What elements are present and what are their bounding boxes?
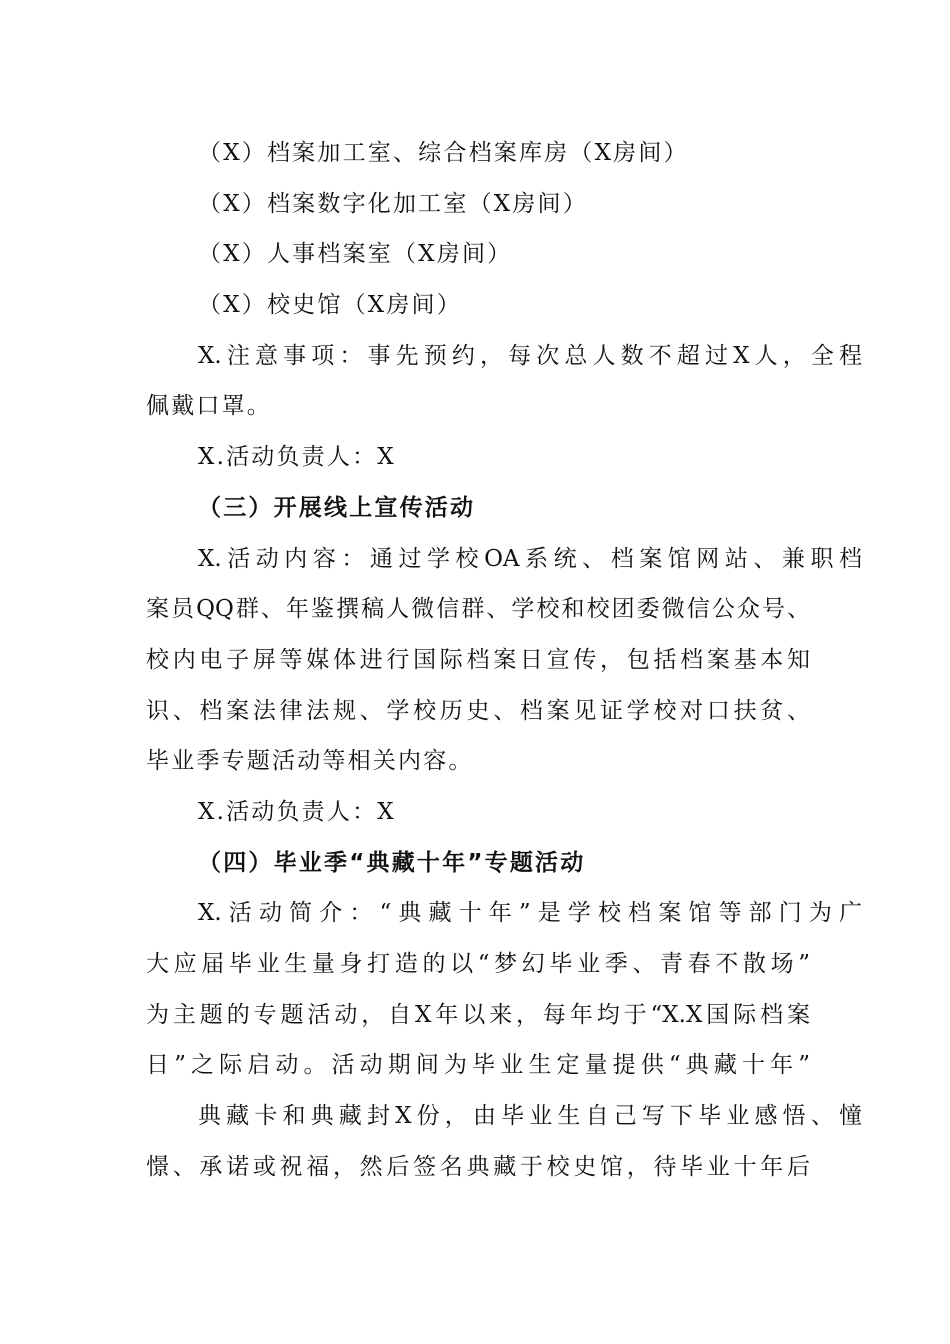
activity-owner-line: X.活动负责人：X [198,444,396,471]
section-heading-graduation-season: （四）毕业季“典藏十年”专题活动 [198,849,586,876]
intro-paragraph-line: X.活动简介：“典藏十年”是学校档案馆等部门为广 [198,900,862,927]
activity-owner-line: X.活动负责人：X [198,798,396,825]
room-item-personnel-archive: （X）人事档案室（X房间） [198,241,513,268]
intro-paragraph-line: 大应届毕业生量身打造的以“梦幻毕业季、青春不散场” [146,951,810,977]
room-item-archive-processing: （X）档案加工室、综合档案库房（X房间） [198,140,689,166]
content-paragraph-line: 毕业季专题活动等相关内容。 [146,748,474,775]
intro-paragraph-line: 日”之际启动。活动期间为毕业生定量提供“典藏十年” [146,1052,810,1079]
notice-paragraph-line: 佩戴口罩。 [146,393,272,420]
content-paragraph-line: 案员QQ群、年鉴撰稿人微信群、学校和校团委微信公众号、 [146,596,810,623]
notice-paragraph-line: X.注意事项：事先预约，每次总人数不超过X人，全程 [198,342,862,369]
content-paragraph-line: 识、档案法律法规、学校历史、档案见证学校对口扶贫、 [146,697,810,724]
intro-paragraph-line: 典藏卡和典藏封X份，由毕业生自己写下毕业感悟、憧 [198,1103,862,1130]
content-paragraph-line: 校内电子屏等媒体进行国际档案日宣传，包括档案基本知 [146,646,810,673]
room-item-digitization: （X）档案数字化加工室（X房间） [198,190,588,217]
room-item-school-history-museum: （X）校史馆（X房间） [198,292,462,319]
section-heading-online-promotion: （三）开展线上宣传活动 [198,494,476,521]
intro-paragraph-line: 为主题的专题活动，自X年以来，每年均于“X.X国际档案 [146,1001,810,1028]
content-paragraph-line: X.活动内容：通过学校OA系统、档案馆网站、兼职档 [198,545,862,572]
intro-paragraph-line: 憬、承诺或祝福，然后签名典藏于校史馆，待毕业十年后 [146,1153,810,1180]
document-page [146,128,862,1192]
